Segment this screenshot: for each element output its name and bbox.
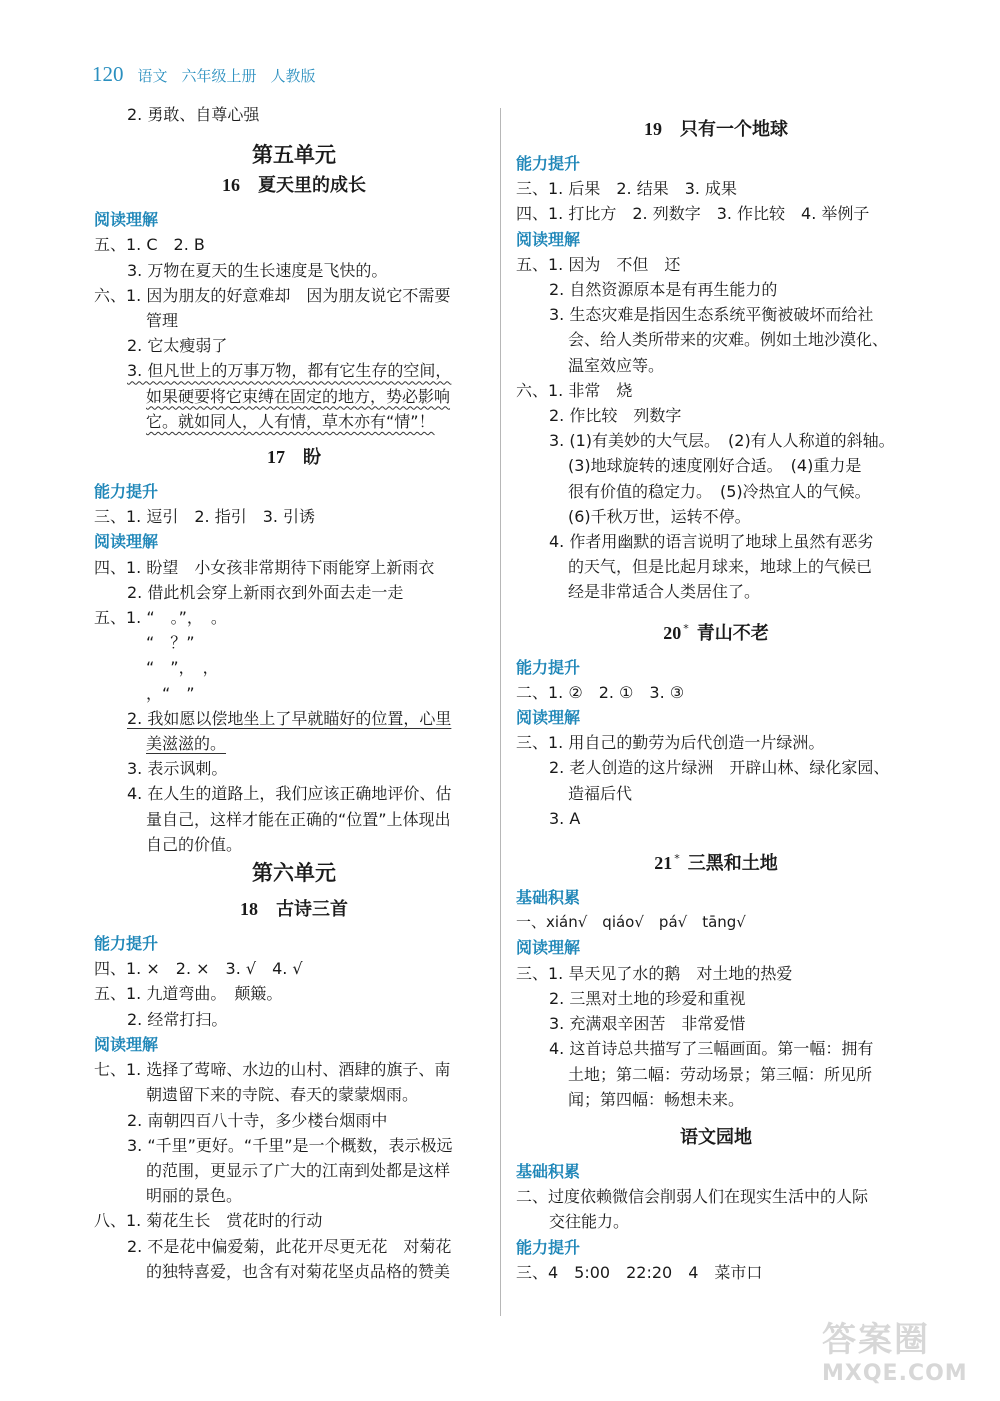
answer-line: 闻；第四幅：畅想未来。 bbox=[568, 1089, 745, 1109]
lesson-number: 20 bbox=[663, 622, 682, 643]
section-heading: 基础积累 bbox=[516, 888, 581, 908]
wavy-underlined-text: 3. 但凡世上的万事万物，都有它生存的空间， bbox=[127, 361, 452, 381]
section-heading: 阅读理解 bbox=[94, 1034, 159, 1054]
answer-line bbox=[94, 409, 494, 434]
answer-line: 明丽的景色。 bbox=[146, 1186, 243, 1206]
answer-line: 自己的价值。 bbox=[146, 834, 243, 854]
answer-line: 造福后代 bbox=[568, 783, 633, 803]
lesson-title-19 bbox=[516, 116, 916, 143]
answer-line: 2. 不是花中偏爱菊，此花开尽更无花 对菊花 bbox=[127, 1236, 452, 1256]
answer-line: 六、1. 因为朋友的好意难却 因为朋友说它不需要 bbox=[94, 285, 451, 305]
answer-line: 五、1. 九道弯曲。 颠簸。 bbox=[94, 984, 283, 1004]
answer-line: 三、1. 后果 2. 结果 3. 成果 bbox=[516, 179, 738, 199]
answer-line: 三、1. 旱天见了水的鹅 对土地的热爱 bbox=[516, 963, 793, 983]
answer-line: 2. 勇敢、自尊心强 bbox=[127, 105, 260, 124]
answer-line: 二、过度依赖微信会削弱人们在现实生活中的人际 bbox=[516, 1187, 869, 1207]
section-heading: 阅读理解 bbox=[516, 938, 581, 958]
header-subject: 语文 bbox=[137, 67, 168, 85]
answer-line: 量自己，这样才能在正确的“位置”上体现出 bbox=[146, 809, 451, 829]
header-grade: 六年级上册 bbox=[181, 67, 257, 85]
section-heading: 能力提升 bbox=[516, 1237, 581, 1257]
answer-line: 四、1. × 2. × 3. √ 4. √ bbox=[94, 959, 303, 979]
underlined-text: 美滋滋的。 bbox=[146, 734, 227, 754]
watermark-domain: MXQE.COM bbox=[822, 1361, 968, 1386]
answer-line: 3. 万物在夏天的生长速度是飞快的。 bbox=[127, 260, 388, 280]
page-number: 120 bbox=[92, 62, 124, 86]
answer-line: 朝遗留下来的寺院、春天的蒙蒙烟雨。 bbox=[146, 1085, 419, 1105]
lesson-name: 夏天里的成长 bbox=[258, 175, 366, 197]
answer-line: “ ”， ， bbox=[146, 658, 219, 678]
answer-line: 三、4 5:00 22:20 4 菜市口 bbox=[516, 1262, 763, 1282]
column-divider bbox=[500, 108, 501, 1316]
answer-line: 3. 表示讽刺。 bbox=[127, 759, 228, 779]
optional-lesson-mark: * bbox=[674, 852, 680, 866]
lesson-name: 只有一个地球 bbox=[680, 119, 788, 140]
section-heading: 阅读理解 bbox=[94, 532, 159, 552]
lesson-title-17 bbox=[94, 444, 494, 471]
answer-line: 五、1. “ 。”， 。 bbox=[94, 608, 227, 628]
answer-line: 4. 这首诗总共描写了三幅画面。第一幅：拥有 bbox=[549, 1039, 874, 1059]
answer-line bbox=[94, 384, 494, 409]
answer-line: 一、xián√ qiáo√ pá√ tāng√ bbox=[516, 913, 746, 932]
answer-line: (3)地球旋转的速度刚好合适。 (4)重力是 bbox=[568, 456, 862, 476]
optional-lesson-mark: * bbox=[683, 621, 689, 635]
answer-line: 七、1. 选择了莺啼、水边的山村、酒肆的旗子、南 bbox=[94, 1060, 451, 1080]
answer-line: 3. A bbox=[549, 808, 581, 828]
answer-line: 的独特喜爱，也含有对菊花坚贞品格的赞美 bbox=[146, 1261, 451, 1281]
answer-line: 的天气，但是比起月球来，地球上的气候已 bbox=[568, 557, 873, 577]
answer-line bbox=[94, 731, 494, 756]
answer-line: 四、1. 打比方 2. 列数字 3. 作比较 4. 举例子 bbox=[516, 204, 870, 224]
answer-line: 土地；第二幅：劳动场景；第三幅：所见所 bbox=[568, 1064, 873, 1084]
underlined-text: 2. 我如愿以偿地坐上了早就瞄好的位置，心里 bbox=[127, 708, 452, 728]
page-header bbox=[92, 62, 330, 92]
answer-line: 会、给人类所带来的灾难。例如土地沙漠化、 bbox=[568, 330, 889, 350]
answer-line: 4. 作者用幽默的语言说明了地球上虽然有恶劣 bbox=[549, 532, 874, 552]
answer-line bbox=[94, 706, 494, 731]
unit-title: 第五单元 bbox=[252, 143, 336, 168]
answer-line: 2. 老人创造的这片绿洲 开辟山林、绿化家园、 bbox=[549, 758, 890, 778]
watermark-logo-text: 答案圈 bbox=[822, 1320, 930, 1360]
answer-line: 管理 bbox=[146, 311, 179, 331]
lesson-number: 18 bbox=[240, 899, 258, 920]
lesson-name: 三黑和土地 bbox=[687, 853, 778, 875]
section-heading: 阅读理解 bbox=[94, 210, 159, 230]
section-title-yuwen-yuandi: 语文园地 bbox=[680, 1126, 752, 1148]
answer-line: 3. 充满艰辛困苦 非常爱惜 bbox=[549, 1014, 746, 1034]
lesson-number: 19 bbox=[644, 119, 662, 139]
section-heading: 基础积累 bbox=[516, 1161, 581, 1181]
lesson-number: 16 bbox=[222, 175, 240, 196]
answer-line: 2. 三黑对土地的珍爱和重视 bbox=[549, 988, 746, 1008]
answer-line: 八、1. 菊花生长 赏花时的行动 bbox=[94, 1211, 323, 1231]
left-column bbox=[94, 102, 494, 1284]
header-edition: 人教版 bbox=[270, 67, 316, 85]
section-heading: 能力提升 bbox=[94, 482, 159, 502]
answer-line: 2. 借此机会穿上新雨衣到外面去走一走 bbox=[127, 582, 404, 602]
answer-line bbox=[94, 358, 494, 383]
answer-line: “ ？” bbox=[146, 633, 195, 653]
answer-line: 三、1. 用自己的勤劳为后代创造一片绿洲。 bbox=[516, 733, 825, 753]
answer-line: 2. 南朝四百八十寺，多少楼台烟雨中 bbox=[127, 1110, 388, 1130]
answer-line: 3. 生态灾难是指因生态系统平衡被破坏而给社 bbox=[549, 305, 874, 325]
answer-line: 三、1. 逗引 2. 指引 3. 引诱 bbox=[94, 507, 316, 527]
answer-line: 二、1. ② 2. ① 3. ③ bbox=[516, 682, 685, 702]
answer-line: 3. (1)有美妙的大气层。 (2)有人人称道的斜轴。 bbox=[549, 431, 895, 451]
lesson-title-16 bbox=[94, 172, 494, 199]
wavy-underlined-text: 如果硬要将它束缚在固定的地方，势必影响 bbox=[146, 386, 451, 406]
lesson-name: 青山不老 bbox=[696, 622, 769, 644]
section-heading: 阅读理解 bbox=[516, 229, 581, 249]
answer-line: 交往能力。 bbox=[549, 1212, 630, 1232]
answer-line: 2. 经常打扫。 bbox=[127, 1009, 228, 1029]
answer-line: 很有价值的稳定力。 (5)冷热宜人的气候。 bbox=[568, 481, 871, 501]
answer-line: 五、1. C 2. B bbox=[94, 235, 205, 255]
answer-line: 经是非常适合人类居住了。 bbox=[568, 582, 761, 602]
answer-line: 的范围，更显示了广大的江南到处都是这样 bbox=[146, 1160, 451, 1180]
section-heading: 阅读理解 bbox=[516, 708, 581, 728]
wavy-underlined-text: 它。就如同人，人有情，草木亦有“情”！ bbox=[146, 411, 435, 431]
answer-line: 温室效应等。 bbox=[568, 355, 665, 375]
lesson-name: 盼 bbox=[303, 447, 321, 469]
answer-line: (6)千秋万世，运转不停。 bbox=[568, 506, 751, 526]
lesson-title-20 bbox=[516, 615, 916, 647]
lesson-title-21 bbox=[516, 845, 916, 877]
section-heading: 能力提升 bbox=[94, 934, 159, 954]
answer-line: 4. 在人生的道路上，我们应该正确地评价、估 bbox=[127, 784, 452, 804]
answer-line: 2. 它太瘦弱了 bbox=[127, 336, 228, 356]
answer-line: 六、1. 非常 烧 bbox=[516, 380, 633, 400]
lesson-number: 21 bbox=[654, 853, 673, 874]
lesson-number: 17 bbox=[267, 447, 285, 468]
lesson-title-18 bbox=[94, 896, 494, 923]
right-column bbox=[516, 102, 916, 1285]
lesson-name: 古诗三首 bbox=[276, 899, 348, 921]
answer-line: 2. 作比较 列数字 bbox=[549, 406, 682, 426]
section-heading: 能力提升 bbox=[516, 657, 581, 677]
answer-line: 2. 自然资源原本是有再生能力的 bbox=[549, 280, 778, 300]
unit-title: 第六单元 bbox=[252, 861, 336, 886]
site-watermark bbox=[822, 1312, 992, 1394]
answer-line: ，“ ” bbox=[146, 683, 195, 703]
section-heading: 能力提升 bbox=[516, 154, 581, 173]
answer-line: 3. “千里”更好。“千里”是一个概数，表示极远 bbox=[127, 1135, 453, 1155]
answer-line: 五、1. 因为 不但 还 bbox=[516, 254, 681, 274]
answer-line: 四、1. 盼望 小女孩非常期待下雨能穿上新雨衣 bbox=[94, 557, 435, 577]
